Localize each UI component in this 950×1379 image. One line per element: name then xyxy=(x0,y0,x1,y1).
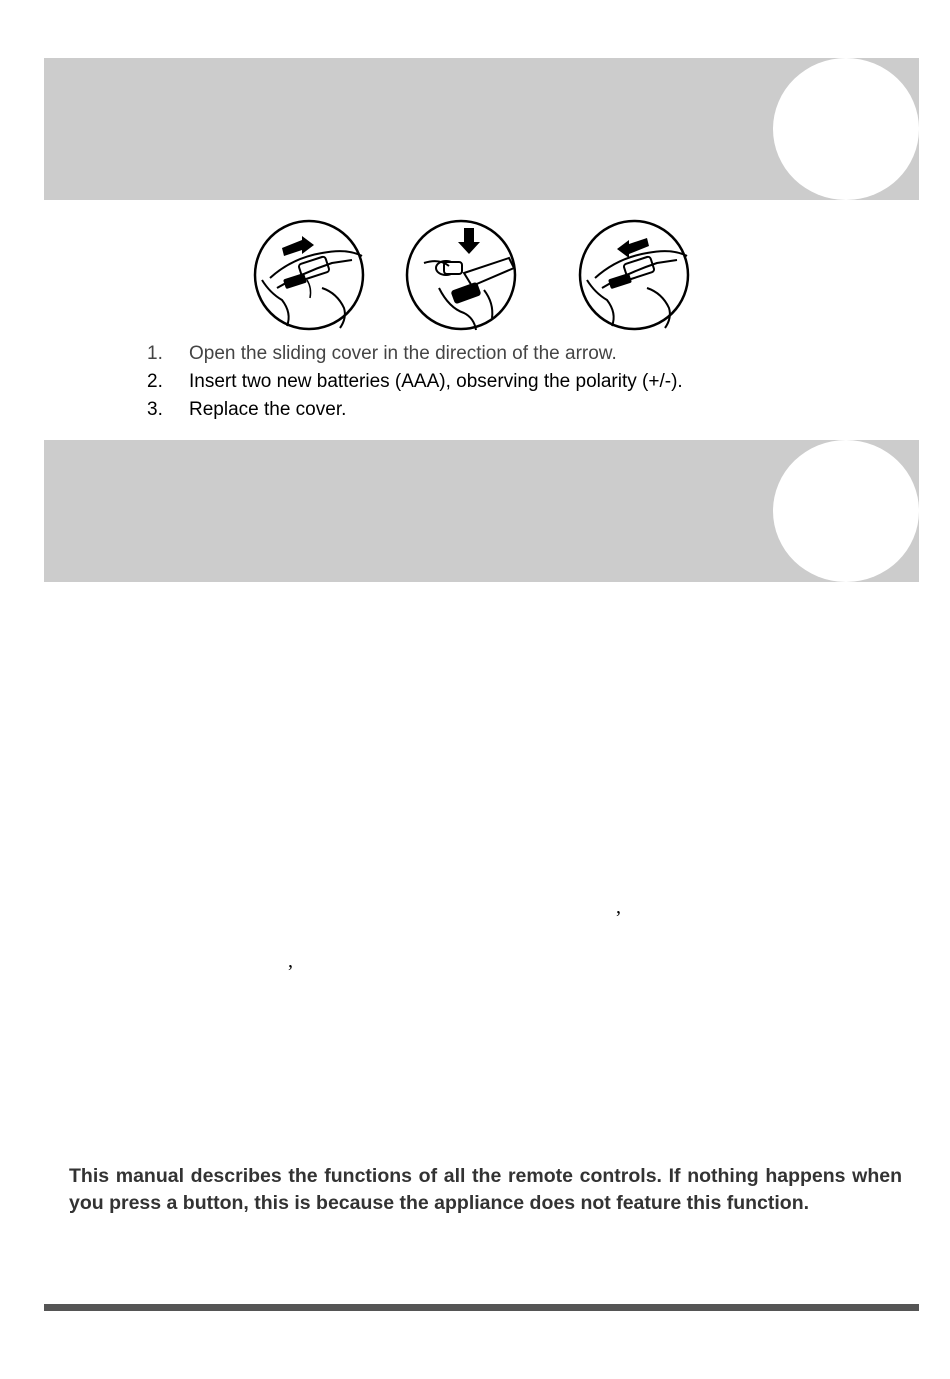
section-header-band-bottom xyxy=(44,440,919,582)
battery-steps-list xyxy=(147,340,683,424)
stray-comma: , xyxy=(616,896,621,918)
step-text: Open the sliding cover in the direction of the arrow. xyxy=(189,343,617,364)
remote-control-note: This manual describes the functions of all the remote controls. If nothing happens when you press a button, this is because the appliance does not feature this function. xyxy=(69,1165,902,1214)
step-text: Insert two new batteries (AAA), observing the polarity (+/-). xyxy=(189,371,683,392)
step-item xyxy=(147,340,683,368)
footer-rule xyxy=(44,1304,919,1311)
step-item xyxy=(147,396,683,424)
section-number-badge xyxy=(773,440,919,582)
step-text: Replace the cover. xyxy=(189,399,347,420)
step-number: 3. xyxy=(147,399,163,420)
section-header-band-top xyxy=(44,58,919,200)
open-cover-icon xyxy=(252,218,367,333)
stray-comma: , xyxy=(288,950,293,972)
insert-batteries-icon xyxy=(404,218,519,333)
section-number-badge xyxy=(773,58,919,200)
step-item xyxy=(147,368,683,396)
step-number: 1. xyxy=(147,343,163,364)
replace-cover-icon xyxy=(577,218,692,333)
battery-illustrations xyxy=(252,218,697,333)
step-number: 2. xyxy=(147,371,163,392)
